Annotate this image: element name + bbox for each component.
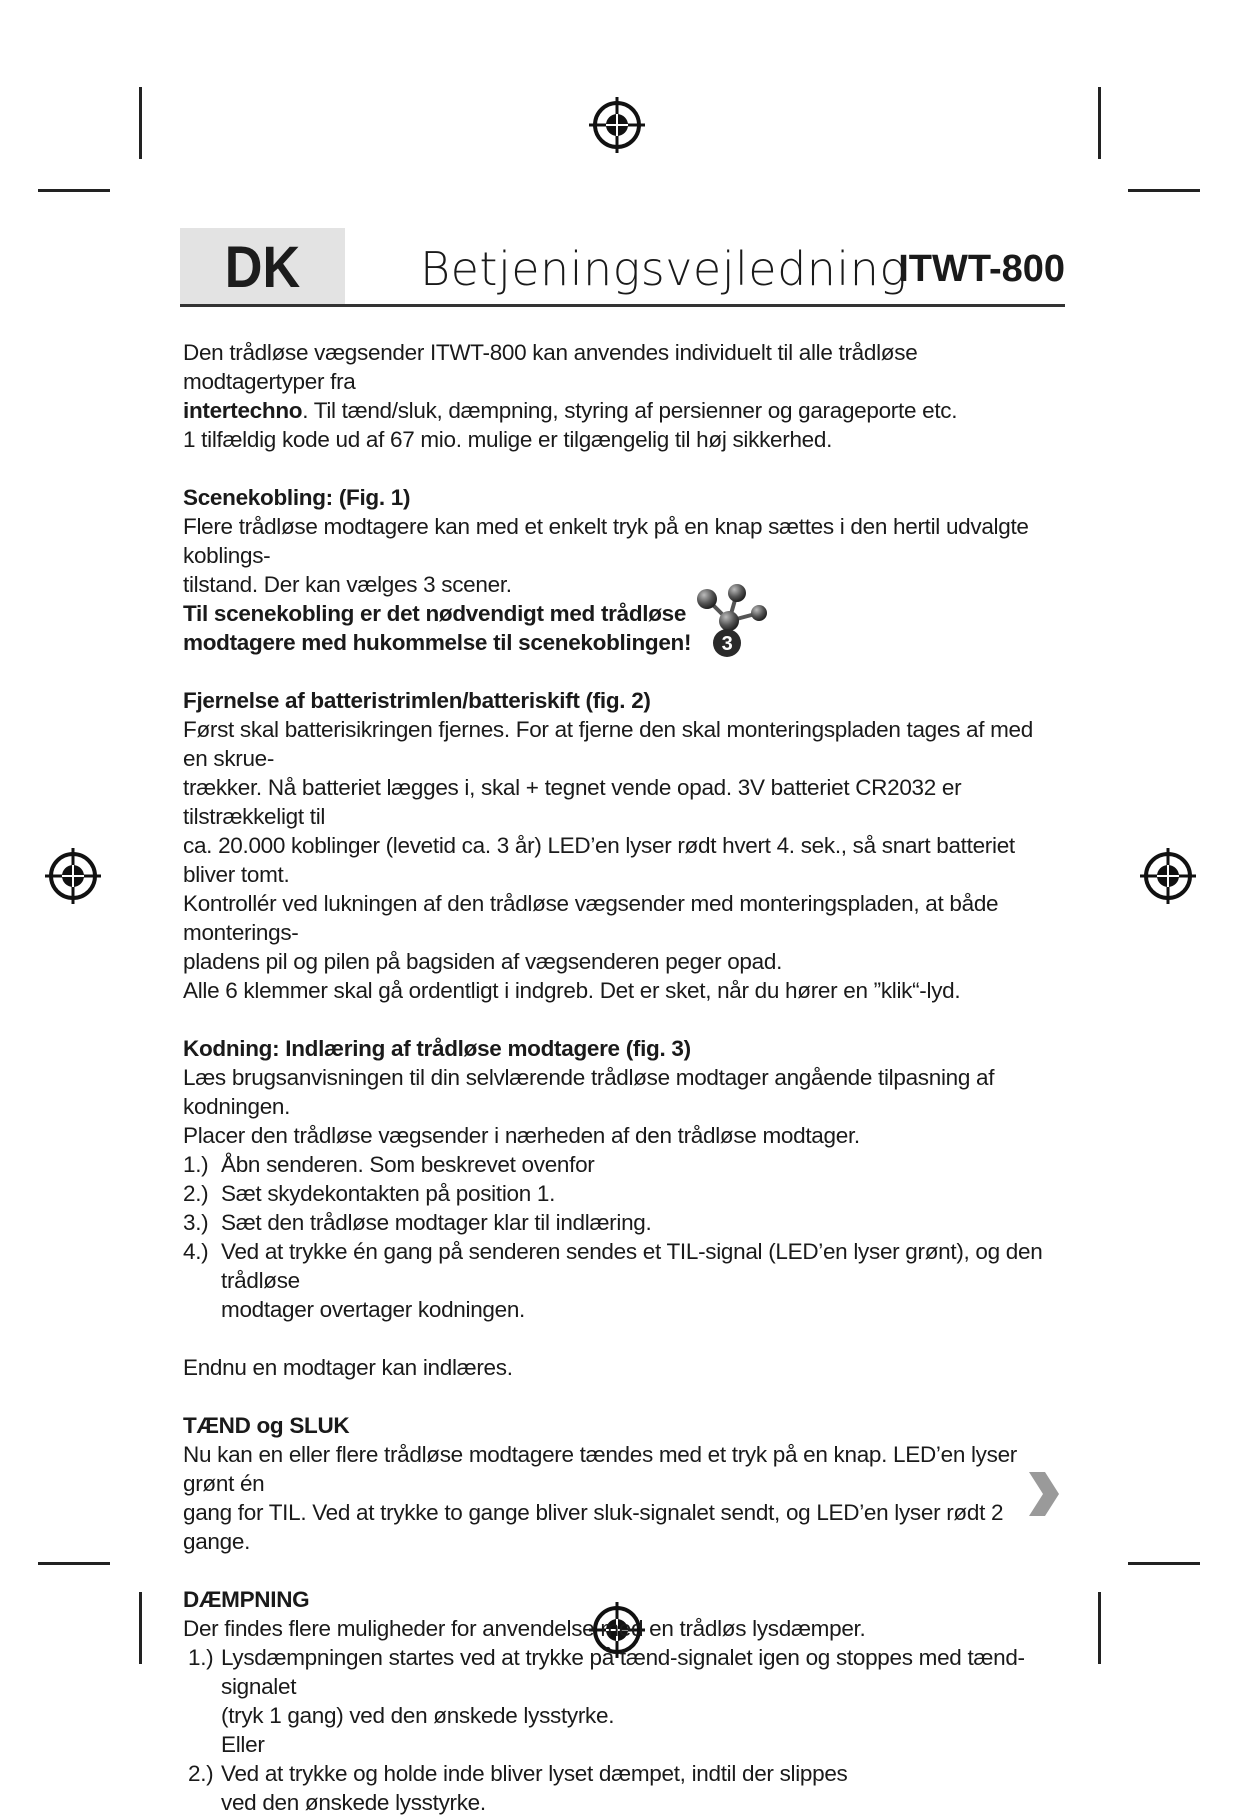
coding-section — [183, 1034, 1063, 1382]
intro-line: 1 tilfældig kode ud af 67 mio. mulige er tilgængelig til høj sikkerhed. — [183, 427, 833, 452]
crop-mark-bottom-right-horizontal — [1128, 1562, 1200, 1565]
crop-mark-top-left-horizontal — [38, 189, 110, 192]
list-text: Ved at trykke én gang på senderen sendes et TIL-signal (LED’en lyser grønt), og den trådløse — [221, 1239, 1043, 1293]
list-item — [183, 1179, 1063, 1208]
list-item — [183, 1208, 1063, 1237]
list-text: Lysdæmpningen startes ved at trykke på tænd-signalet igen og stoppes med tænd-signalet — [221, 1645, 1025, 1699]
scene-count-label: 3 — [721, 633, 733, 655]
list-number: 2.) — [188, 1761, 214, 1786]
section-heading: Fjernelse af batteristrimlen/batteriskift (fig. 2) — [183, 688, 651, 713]
scene-section — [183, 483, 1063, 657]
intro-line — [183, 396, 1063, 425]
crop-mark-bottom-left-vertical — [139, 1592, 142, 1664]
paragraph-line: Placer den trådløse vægsender i nærheden af den trådløse modtager. — [183, 1123, 860, 1148]
on-off-section — [183, 1411, 1063, 1556]
next-page-chevron-icon[interactable] — [1023, 1468, 1063, 1520]
model-number: ITWT-800 — [898, 248, 1065, 290]
intro-line: Den trådløse vægsender ITWT-800 kan anvendes individuelt til alle trådløse modtagertyper fra — [183, 340, 918, 394]
crop-mark-bottom-left-horizontal — [38, 1562, 110, 1565]
section-heading: Scenekobling: (Fig. 1) — [183, 485, 411, 510]
intro-section — [183, 338, 1063, 454]
paragraph-line: Læs brugsanvisningen til din selvlærende trådløse modtager angående tilpasning af kodningen. — [183, 1065, 995, 1119]
crop-mark-top-right-horizontal — [1128, 189, 1200, 192]
language-code: DK — [224, 235, 301, 300]
brand-name: intertechno — [183, 398, 303, 423]
list-text: Åbn senderen. Som beskrevet ovenfor — [221, 1152, 595, 1177]
paragraph-line: Kontrollér ved lukningen af den trådløse vægsender med monteringspladen, at både monterings- — [183, 891, 999, 945]
registration-mark-right-icon — [1138, 846, 1198, 906]
paragraph-line: Nu kan en eller flere trådløse modtagere tændes med et tryk på en knap. LED’en lyser grønt én — [183, 1442, 1017, 1496]
header-divider — [180, 304, 1065, 307]
paragraph-line: Flere trådløse modtagere kan med et enkelt tryk på en knap sættes i den hertil udvalgte koblings- — [183, 514, 1029, 568]
list-number: 1.) — [188, 1645, 214, 1670]
list-text: modtager overtager kodningen. — [221, 1297, 526, 1322]
list-text: Sæt skydekontakten på position 1. — [221, 1181, 556, 1206]
page-title: Betjeningsvejledning — [420, 242, 908, 296]
scene-warning — [183, 599, 1063, 657]
section-heading: TÆND og SLUK — [183, 1413, 350, 1438]
registration-mark-top-icon — [587, 95, 647, 155]
paragraph-line: Alle 6 klemmer skal gå ordentligt i indgreb. Det er sket, når du hører en ”klik“-lyd. — [183, 978, 961, 1003]
crop-mark-top-left-vertical — [139, 87, 142, 159]
crop-mark-top-right-vertical — [1098, 87, 1101, 159]
list-text: Sæt den trådløse modtager klar til indlæring. — [221, 1210, 652, 1235]
warning-line: modtagere med hukommelse til scenekoblingen! — [183, 630, 692, 655]
list-number: 1.) — [183, 1152, 209, 1177]
list-text: Eller — [221, 1732, 265, 1757]
paragraph-line: trækker. Nå batteriet lægges i, skal + tegnet vende opad. 3V batteriet CR2032 er tilstrækkeligt til — [183, 775, 962, 829]
section-heading: Kodning: Indlæring af trådløse modtagere (fig. 3) — [183, 1036, 691, 1061]
paragraph-line: Endnu en modtager kan indlæres. — [183, 1355, 513, 1380]
section-heading: DÆMPNING — [183, 1587, 310, 1612]
list-text: Ved at trykke og holde inde bliver lyset dæmpet, indtil der slippes — [221, 1761, 848, 1786]
list-number: 3.) — [183, 1210, 209, 1235]
list-text: (tryk 1 gang) ved den ønskede lysstyrke. — [221, 1703, 615, 1728]
paragraph-line: Der findes flere muligheder for anvendelse med en trådløs lysdæmper. — [183, 1616, 866, 1641]
scene-molecule-icon — [687, 581, 777, 661]
list-text: ved den ønskede lysstyrke. — [221, 1790, 486, 1815]
paragraph-line: tilstand. Der kan vælges 3 scener. — [183, 572, 512, 597]
list-item — [183, 1643, 1063, 1759]
crop-mark-bottom-right-vertical — [1098, 1592, 1101, 1664]
list-number: 4.) — [183, 1239, 209, 1264]
list-item — [183, 1759, 1063, 1817]
list-text-group — [221, 1643, 1063, 1759]
document-body — [183, 338, 1063, 1817]
page-header — [180, 228, 1065, 306]
list-item — [183, 1150, 1063, 1179]
paragraph-line: gang for TIL. Ved at trykke to gange bliver sluk-signalet sendt, og LED’en lyser rødt 2 gange. — [183, 1500, 1004, 1554]
list-text-group — [221, 1237, 1063, 1324]
battery-section — [183, 686, 1063, 1005]
dimming-section — [183, 1585, 1063, 1817]
intro-line-rest: . Til tænd/sluk, dæmpning, styring af persienner og garageporte etc. — [302, 398, 958, 423]
list-number: 2.) — [183, 1181, 209, 1206]
registration-mark-left-icon — [43, 846, 103, 906]
paragraph-line: pladens pil og pilen på bagsiden af vægsenderen peger opad. — [183, 949, 783, 974]
paragraph-line: ca. 20.000 koblinger (levetid ca. 3 år) LED’en lyser rødt hvert 4. sek., så snart batteriet bliver tomt. — [183, 833, 1015, 887]
list-text-group — [221, 1759, 848, 1817]
list-item — [183, 1237, 1063, 1324]
warning-line: Til scenekobling er det nødvendigt med trådløse — [183, 601, 687, 626]
paragraph-line: Først skal batterisikringen fjernes. For at fjerne den skal monteringspladen tages af med en skrue- — [183, 717, 1033, 771]
